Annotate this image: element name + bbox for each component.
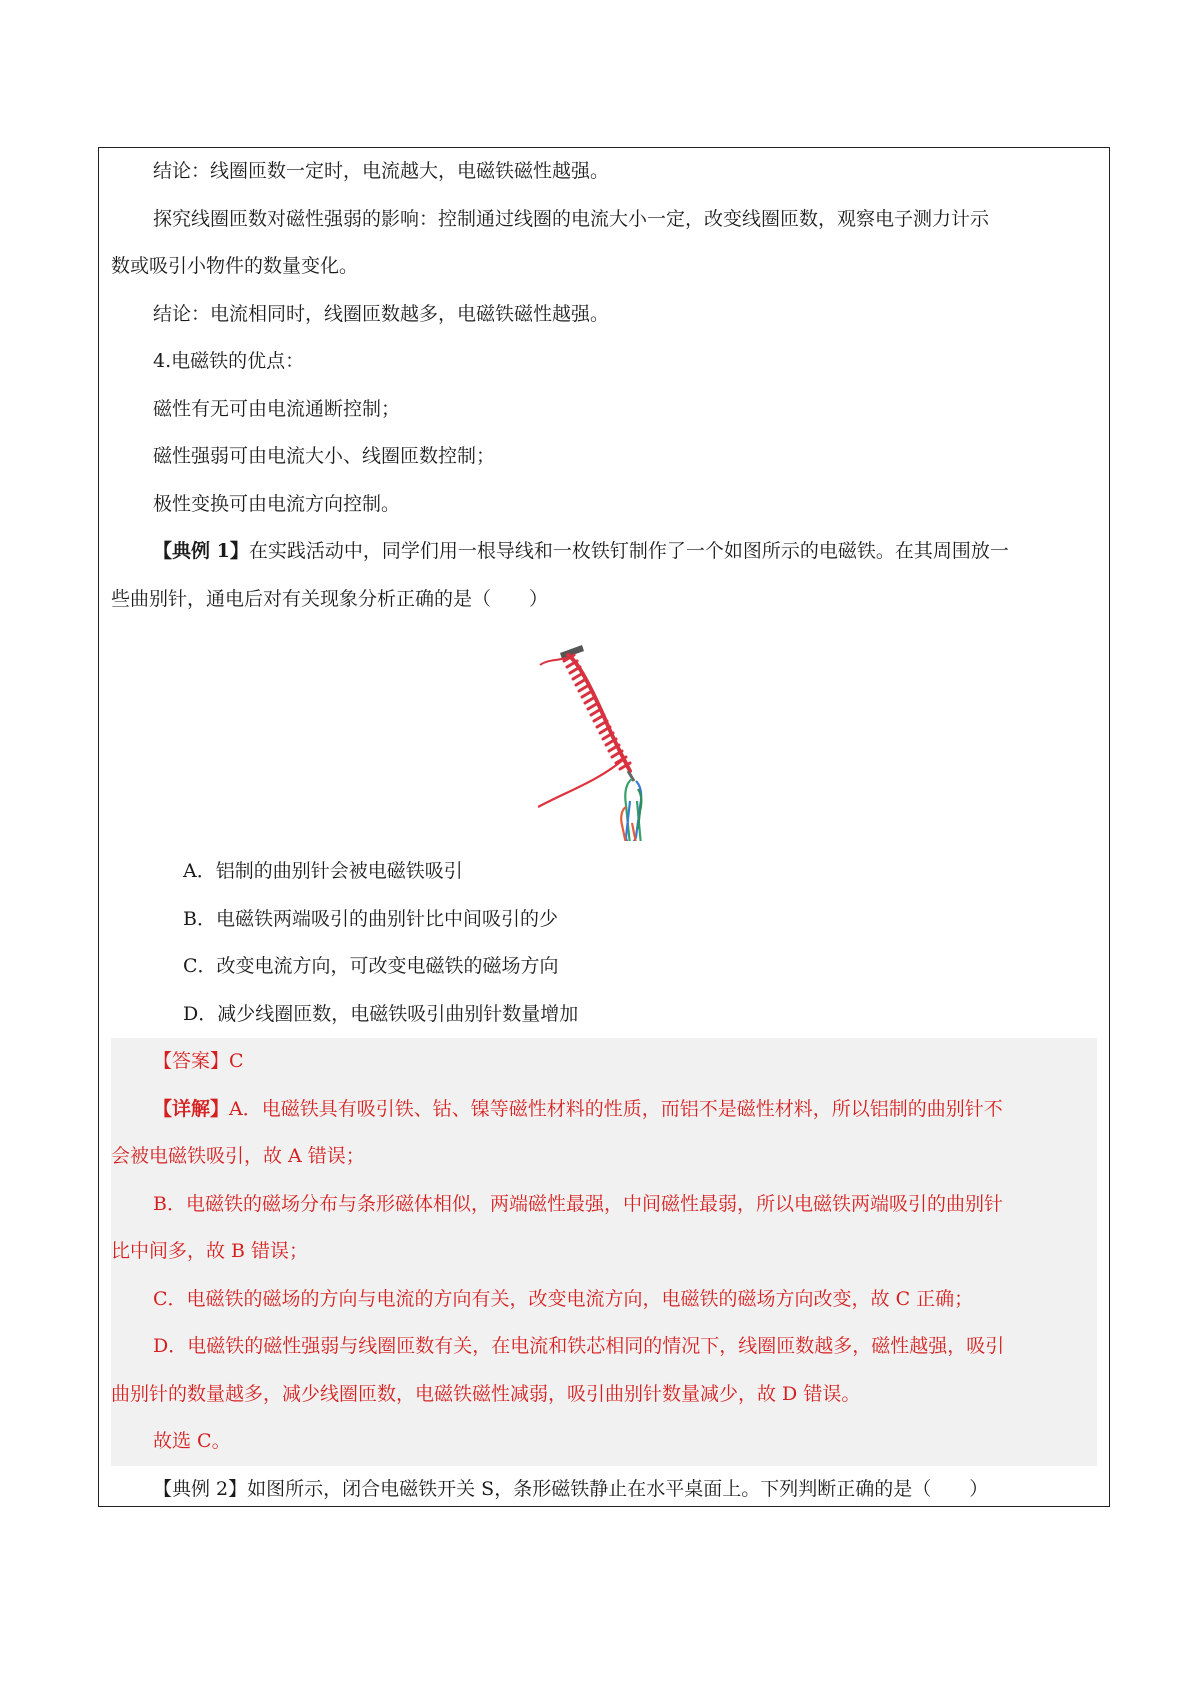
example2-label: 【典例 2】 xyxy=(153,1477,248,1500)
example1-text: 在实践活动中，同学们用一根导线和一枚铁钉制作了一个如图所示的电磁铁。在其周围放一 xyxy=(248,540,1009,562)
figure xyxy=(111,623,1097,848)
answer-label: 【答案】 xyxy=(153,1050,230,1072)
option-b: B．电磁铁两端吸引的曲别针比中间吸引的少 xyxy=(183,907,558,930)
example1-line2: 些曲别针，通电后对有关现象分析正确的是（ ） xyxy=(111,587,549,610)
detail-text: A．电磁铁具有吸引铁、钴、镍等磁性材料的性质，而铝不是磁性材料，所以铝制的曲别针不 xyxy=(229,1097,1003,1120)
detail-line: D．电磁铁的磁性强弱与线圈匝数有关，在电流和铁芯相同的情况下，线圈匝数越多，磁性越强，吸引 xyxy=(153,1335,1005,1357)
answer-value: C xyxy=(229,1050,244,1072)
text-line: 结论：电流相同时，线圈匝数越多，电磁铁磁性越强。 xyxy=(153,302,610,325)
text-line: 4.电磁铁的优点： xyxy=(153,350,305,372)
example2-line xyxy=(111,1466,1097,1514)
detail-line: B．电磁铁的磁场分布与条形磁体相似，两端磁性最强，中间磁性最弱，所以电磁铁两端吸引的曲别针 xyxy=(153,1192,1003,1215)
text-line: 磁性有无可由电流通断控制； xyxy=(153,397,401,420)
text-line: 数或吸引小物件的数量变化。 xyxy=(111,255,359,277)
option-a: A．铝制的曲别针会被电磁铁吸引 xyxy=(183,860,463,882)
example1-line1 xyxy=(111,528,1097,576)
text-line: 极性变换可由电流方向控制。 xyxy=(153,492,401,515)
answer-block xyxy=(111,1038,1097,1466)
detail-line: 比中间多，故 B 错误； xyxy=(111,1240,309,1262)
text-line: 磁性强弱可由电流大小、线圈匝数控制； xyxy=(153,445,496,467)
option-d: D．减少线圈匝数，电磁铁吸引曲别针数量增加 xyxy=(183,1002,579,1025)
example2-text: 如图所示，闭合电磁铁开关 S，条形磁铁静止在水平桌面上。下列判断正确的是（ ） xyxy=(247,1477,989,1500)
electromagnet-with-paperclips-icon xyxy=(538,631,678,841)
text-line: 探究线圈匝数对磁性强弱的影响：控制通过线圈的电流大小一定，改变线圈匝数，观察电子测力计示 xyxy=(153,207,990,230)
detail-line xyxy=(111,1086,1097,1134)
answer-line xyxy=(111,1038,1097,1086)
detail-line: C．电磁铁的磁场的方向与电流的方向有关，改变电流方向，电磁铁的磁场方向改变，故 C 正确； xyxy=(153,1287,974,1310)
detail-label: 【详解】 xyxy=(153,1097,230,1120)
detail-line: 曲别针的数量越多，减少线圈匝数，电磁铁磁性减弱，吸引曲别针数量减少，故 D 错误。 xyxy=(111,1382,861,1405)
option-c: C．改变电流方向，可改变电磁铁的磁场方向 xyxy=(183,955,559,977)
example1-label: 【典例 1】 xyxy=(153,540,249,562)
detail-line: 会被电磁铁吸引，故 A 错误； xyxy=(111,1145,365,1167)
content xyxy=(111,148,1097,1513)
text-line: 结论：线圈匝数一定时，电流越大，电磁铁磁性越强。 xyxy=(153,160,610,182)
question-frame xyxy=(98,147,1110,1507)
detail-line: 故选 C。 xyxy=(153,1430,231,1452)
